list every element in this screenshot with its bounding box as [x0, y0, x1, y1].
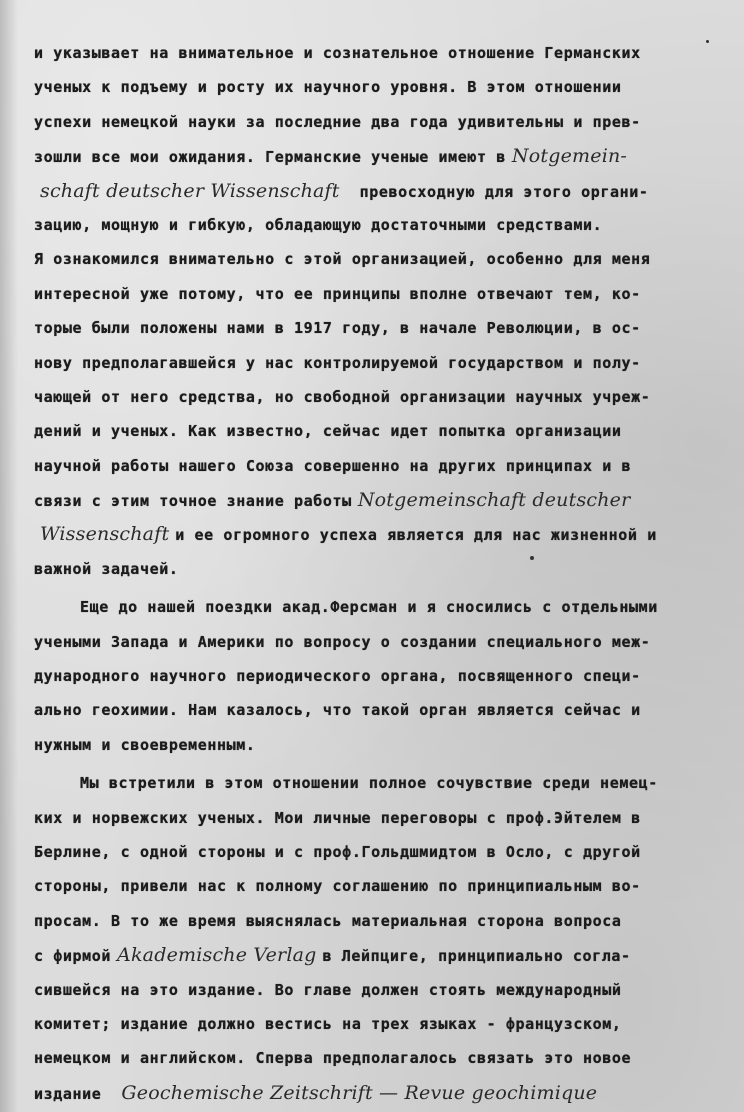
text-line: стороны, привели нас к полному соглашению по принципиальным во-: [34, 877, 641, 896]
text-line: Wissenschaft и ее огромного успеха является для нас жизненной и: [34, 517, 714, 551]
text-line: Мы встретили в этом отношении полное сочувствие среди немец-: [80, 774, 658, 793]
text-line: торые были положены нами в 1917 году, в начале Революции, в ос-: [34, 319, 641, 338]
handwritten-insert: Wissenschaft: [40, 523, 170, 546]
handwritten-insert: Akademische Verlag: [117, 944, 317, 967]
text-line: Берлине, с одной стороны и с проф.Гольдшмидтом в Осло, с другой: [34, 842, 641, 861]
text-line: немецком и английском. Сперва предполагалось связать это новое: [34, 1049, 632, 1068]
text-line: просам. В то же время выяснялась материальная сторона вопроса: [34, 911, 622, 930]
handwritten-insert: Notgemeinschaft deutscher: [357, 489, 631, 512]
text-line: schaft deutscher Wissenschaft превосходную для этого органи-: [34, 174, 714, 208]
text-line: ально геохимии. Нам казалось, что такой орган является сейчас и: [34, 701, 641, 720]
text-line: научной работы нашего Союза совершенно на других принципах и в: [34, 456, 632, 475]
text-line: ученых к подъему и росту их научного уровня. В этом отношении: [34, 78, 622, 97]
document-body: [34, 36, 714, 1110]
text-line: издание Geochemische Zeitschrift — Revue geochimique: [34, 1076, 714, 1110]
ink-speck: [706, 40, 709, 43]
text-line: ких и норвежских ученых. Мои личные переговоры с проф.Эйтелем в: [34, 808, 641, 827]
text-line: успехи немецкой науки за последние два года удивительны и прев-: [34, 112, 641, 131]
text-line: и указывает на внимательное и сознательное отношение Германских: [34, 44, 641, 62]
ink-speck: [530, 556, 534, 560]
handwritten-insert: Notgemein-: [511, 145, 628, 168]
text-line: учеными Запада и Америки по вопросу о создании специального меж-: [34, 632, 651, 651]
text-line: зацию, мощную и гибкую, обладающую достаточными средствами.: [34, 215, 603, 234]
scan-edge-shadow: [0, 0, 18, 1112]
text-line: важной задачей.: [34, 559, 179, 578]
text-line: связи с этим точное знание работы Notgemeinschaft deutscher: [34, 483, 714, 517]
text-line: сившейся на это издание. Во главе должен стоять международный: [34, 980, 622, 999]
text-line: с фирмой Akademische Verlag в Лейпциге, принципиально согла-: [34, 944, 631, 967]
text-line: дународного научного периодического органа, посвященного специ-: [34, 667, 641, 686]
handwritten-insert: Geochemische Zeitschrift — Revue geochimique: [121, 1081, 598, 1104]
text-line: Еще до нашей поездки акад.Ферсман и я сносились с отдельными: [80, 598, 658, 617]
text-line: Я ознакомился внимательно с этой организацией, особенно для меня: [34, 250, 651, 269]
text-line: дений и ученых. Как известно, сейчас идет попытка организации: [34, 422, 622, 441]
text-line: зошли все мои ожидания. Германские ученые имеют в Notgemein-: [34, 139, 714, 173]
text-line: чающей от него средства, но свободной организации научных учреж-: [34, 387, 651, 406]
text-line: интересной уже потому, что ее принципы вполне отвечают тем, ко-: [34, 284, 641, 303]
text-line: комитет; издание должно вестись на трех языках - французском,: [34, 1014, 622, 1033]
handwritten-insert: schaft deutscher Wissenschaft: [40, 179, 340, 202]
text-line: нову предполагавшейся у нас контролируемой государством и полу-: [34, 353, 641, 372]
text-line: нужным и своевременным.: [34, 735, 256, 754]
